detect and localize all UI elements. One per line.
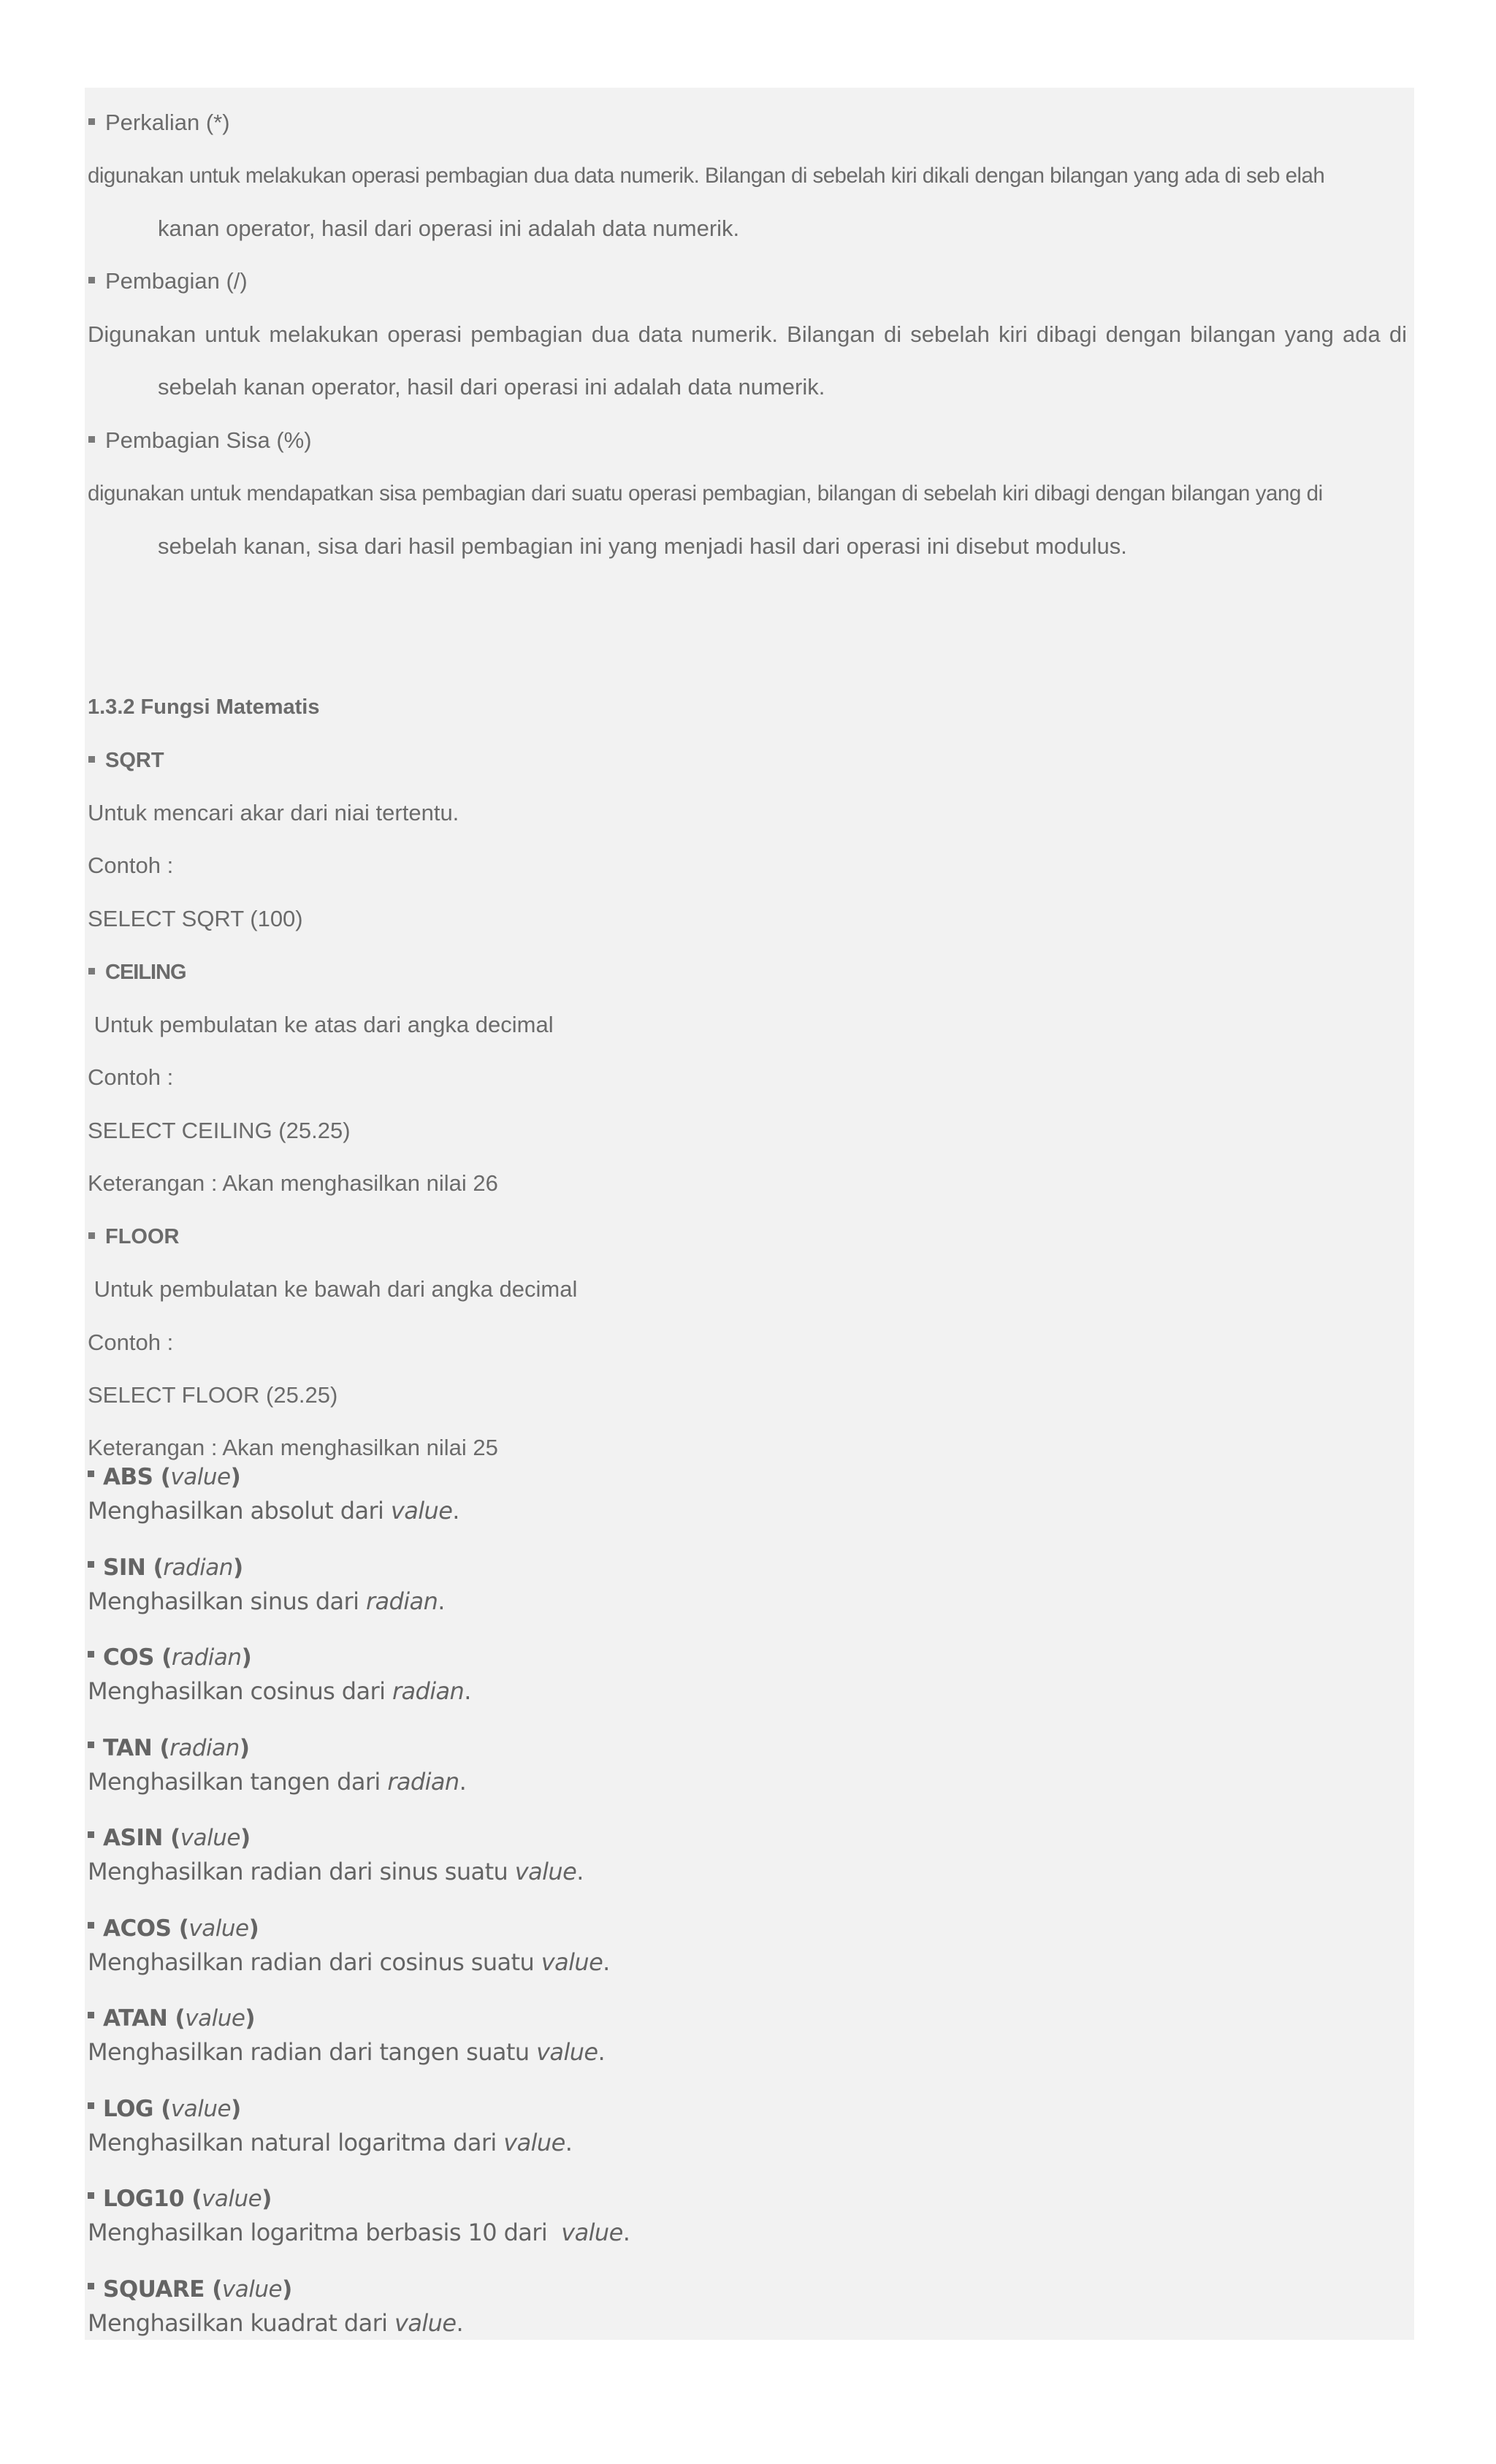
- function-desc-end: .: [459, 1768, 467, 1796]
- function-close: ): [245, 2005, 256, 2032]
- function-title-1: [88, 1553, 243, 1582]
- function-desc-end: .: [622, 2219, 630, 2246]
- section-heading: 1.3.2 Fungsi Matematis: [88, 695, 320, 719]
- function-desc-arg: radian: [365, 1587, 438, 1615]
- function-arg: radian: [169, 1735, 240, 1761]
- function-desc-text: Menghasilkan sinus dari: [88, 1587, 366, 1615]
- function-desc-arg: value: [390, 1497, 453, 1525]
- function-name: TAN (: [103, 1735, 170, 1761]
- function-desc-text: Menghasilkan logaritma berbasis 10 dari: [88, 2219, 562, 2246]
- function-title-6: [88, 2004, 255, 2033]
- function-desc-text: Menghasilkan radian dari tangen suatu: [88, 2038, 537, 2066]
- function-desc-end: .: [576, 1858, 584, 1885]
- function-close: ): [248, 1915, 259, 1942]
- function-close: ): [230, 1464, 241, 1490]
- document-page: [85, 88, 1414, 2340]
- function-arg: value: [180, 1825, 240, 1851]
- function-desc-arg: radian: [392, 1677, 465, 1705]
- function-desc-arg: value: [561, 2219, 623, 2246]
- function-name: LOG10 (: [103, 2186, 202, 2212]
- pembagian-line-2: sebelah kanan operator, hasil dari operasi ini adalah data numerik.: [158, 374, 825, 400]
- function-title-3: [88, 1733, 250, 1763]
- function-desc-6: [88, 2037, 605, 2067]
- function-desc-arg: value: [394, 2309, 457, 2337]
- function-desc-text: Menghasilkan absolut dari: [88, 1497, 391, 1525]
- function-close: ): [262, 2186, 272, 2212]
- floor-desc: Untuk pembulatan ke bawah dari angka decimal: [88, 1276, 578, 1302]
- sisa-title: Pembagian Sisa (%): [88, 427, 312, 454]
- function-close: ): [232, 1555, 243, 1581]
- floor-example: SELECT FLOOR (25.25): [88, 1382, 338, 1408]
- pembagian-line-1: Digunakan untuk melakukan operasi pembagian dua data numerik. Bilangan di sebelah kiri dibagi dengan bilangan yang ada di: [88, 321, 1407, 347]
- function-name: ATAN (: [103, 2005, 186, 2032]
- function-desc-text: Menghasilkan kuadrat dari: [88, 2309, 395, 2337]
- sqrt-example: SELECT SQRT (100): [88, 906, 303, 931]
- function-desc-4: [88, 1857, 584, 1886]
- function-arg: radian: [171, 1644, 242, 1671]
- function-desc-text: Menghasilkan radian dari sinus suatu: [88, 1858, 515, 1885]
- function-title-2: [88, 1643, 251, 1672]
- function-name: SQUARE (: [103, 2276, 222, 2303]
- function-name: COS (: [103, 1644, 172, 1671]
- function-title-7: [88, 2094, 241, 2124]
- function-arg: value: [202, 2186, 262, 2212]
- function-desc-1: [88, 1587, 445, 1616]
- sisa-line-2: sebelah kanan, sisa dari hasil pembagian ini yang menjadi hasil dari operasi ini disebut modulus.: [158, 533, 1127, 559]
- function-title-9: [88, 2275, 292, 2304]
- sqrt-title: SQRT: [88, 747, 164, 774]
- function-name: ABS (: [103, 1464, 171, 1490]
- ceiling-desc: Untuk pembulatan ke atas dari angka decimal: [88, 1012, 554, 1037]
- function-desc-end: .: [464, 1677, 471, 1705]
- function-desc-3: [88, 1767, 466, 1796]
- ceiling-contoh: Contoh :: [88, 1064, 174, 1090]
- function-arg: value: [170, 1464, 231, 1490]
- ceiling-example: SELECT CEILING (25.25): [88, 1118, 351, 1143]
- floor-title: FLOOR: [88, 1224, 180, 1250]
- perkalian-title: Perkalian (*): [88, 110, 230, 136]
- function-desc-end: .: [452, 1497, 459, 1525]
- function-desc-arg: value: [536, 2038, 598, 2066]
- function-close: ): [241, 1644, 252, 1671]
- function-desc-arg: value: [503, 2129, 565, 2156]
- function-name: SIN (: [103, 1555, 164, 1581]
- function-desc-text: Menghasilkan natural logaritma dari: [88, 2129, 504, 2156]
- function-desc-end: .: [598, 2038, 606, 2066]
- function-desc-7: [88, 2128, 572, 2157]
- function-desc-5: [88, 1948, 610, 1977]
- sisa-line-1: digunakan untuk mendapatkan sisa pembagian dari suatu operasi pembagian, bilangan di sebelah kiri dibagi dengan bilangan yang di: [88, 481, 1323, 506]
- floor-contoh: Contoh :: [88, 1330, 174, 1355]
- function-title-0: [88, 1462, 240, 1492]
- function-close: ): [239, 1735, 250, 1761]
- function-name: LOG (: [103, 2096, 171, 2122]
- pembagian-title: Pembagian (/): [88, 268, 248, 294]
- function-desc-end: .: [438, 1587, 445, 1615]
- function-arg: value: [188, 1915, 249, 1942]
- function-desc-text: Menghasilkan tangen dari: [88, 1768, 388, 1796]
- function-close: ): [231, 2096, 241, 2122]
- perkalian-line-2: kanan operator, hasil dari operasi ini adalah data numerik.: [158, 215, 740, 241]
- function-name: ACOS (: [103, 1915, 189, 1942]
- function-desc-arg: value: [514, 1858, 577, 1885]
- function-title-8: [88, 2184, 272, 2213]
- sqrt-desc: Untuk mencari akar dari niai tertentu.: [88, 800, 459, 825]
- function-title-5: [88, 1914, 259, 1943]
- function-name: ASIN (: [103, 1825, 180, 1851]
- function-close: ): [282, 2276, 292, 2303]
- function-desc-arg: value: [541, 1948, 603, 1976]
- function-arg: value: [221, 2276, 283, 2303]
- function-desc-end: .: [456, 2309, 464, 2337]
- function-desc-text: Menghasilkan cosinus dari: [88, 1677, 392, 1705]
- function-desc-0: [88, 1496, 459, 1525]
- function-arg: value: [170, 2096, 232, 2122]
- function-title-4: [88, 1823, 251, 1853]
- function-arg: radian: [163, 1555, 233, 1581]
- function-desc-2: [88, 1677, 471, 1706]
- function-desc-end: .: [565, 2129, 573, 2156]
- function-desc-arg: radian: [387, 1768, 459, 1796]
- ceiling-note: Keterangan : Akan menghasilkan nilai 26: [88, 1170, 498, 1196]
- function-close: ): [240, 1825, 251, 1851]
- floor-note: Keterangan : Akan menghasilkan nilai 25: [88, 1435, 498, 1460]
- sqrt-contoh: Contoh :: [88, 853, 174, 878]
- function-arg: value: [185, 2005, 245, 2032]
- perkalian-line-1: digunakan untuk melakukan operasi pembagian dua data numerik. Bilangan di sebelah kiri dikali dengan bilangan yang ada di seb elah: [88, 164, 1325, 188]
- ceiling-title: CEILING: [88, 959, 186, 985]
- function-desc-9: [88, 2308, 463, 2338]
- function-desc-text: Menghasilkan radian dari cosinus suatu: [88, 1948, 541, 1976]
- function-desc-8: [88, 2218, 630, 2247]
- function-desc-end: .: [603, 1948, 610, 1976]
